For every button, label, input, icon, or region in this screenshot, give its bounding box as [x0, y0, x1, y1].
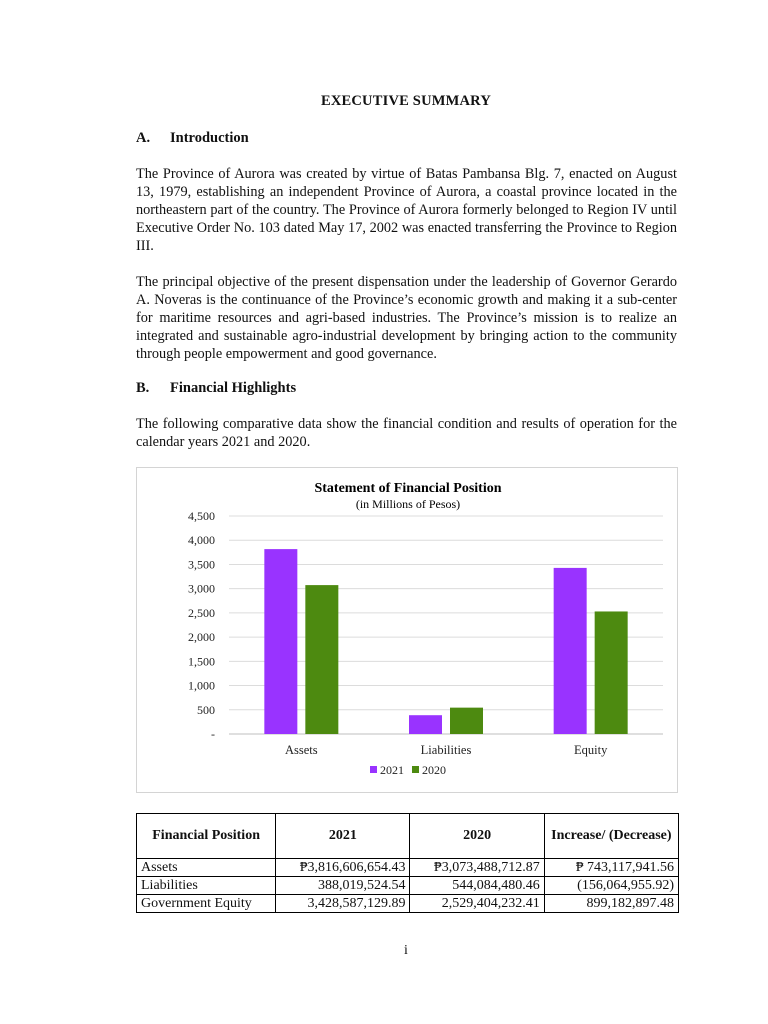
y-tick-label: 3,500: [188, 557, 215, 572]
section-b-letter: B.: [136, 380, 150, 396]
financial-position-chart: [136, 467, 678, 793]
bar-2021-assets: [264, 549, 297, 734]
cell-2021: 3,428,587,129.89: [276, 895, 410, 913]
bar-2020-assets: [305, 585, 338, 734]
section-a-letter: A.: [136, 130, 151, 146]
table-row: [137, 877, 679, 895]
legend-label-2020: 2020: [422, 763, 446, 777]
y-tick-label: 2,000: [188, 630, 215, 645]
header-2021: 2021: [276, 814, 410, 859]
bar-2021-equity: [554, 568, 587, 734]
section-a-title: Introduction: [170, 130, 249, 146]
cell-2021: ₱3,816,606,654.43: [276, 859, 410, 877]
chart-svg: [137, 468, 679, 794]
y-tick-label: 4,000: [188, 533, 215, 548]
header-increase-decrease: Increase/ (Decrease): [544, 814, 678, 859]
cell-change: (156,064,955.92): [544, 877, 678, 895]
y-tick-label: 500: [197, 702, 215, 717]
legend-swatch-2021: [370, 766, 377, 773]
bar-2020-liabilities: [450, 708, 483, 734]
cell-2020: ₱3,073,488,712.87: [410, 859, 544, 877]
cell-2020: 2,529,404,232.41: [410, 895, 544, 913]
intro-paragraph-1: The Province of Aurora was created by virtue of Batas Pambansa Blg. 7, enacted on August 13, 1979, establishing an independent Province of Aurora, a coastal province located in the northeastern part of the country. The Province of Aurora formerly belonged to Region IV until Executive Order No. 103 dated May 17, 2002 was enacted transferring the Province to Region III.: [136, 166, 677, 254]
legend-label-2021: 2021: [380, 763, 404, 777]
bar-2021-liabilities: [409, 715, 442, 734]
x-category-label: Liabilities: [420, 743, 472, 757]
row-label: Assets: [137, 859, 276, 877]
y-tick-label: -: [211, 727, 215, 741]
financial-paragraph: The following comparative data show the financial condition and results of operation for the calendar years 2021 and 2020.: [136, 416, 677, 450]
section-b-heading: [136, 380, 296, 397]
y-tick-label: 3,000: [188, 581, 215, 596]
section-a-heading: [136, 130, 249, 147]
y-tick-label: 4,500: [188, 509, 215, 523]
y-tick-label: 1,500: [188, 654, 215, 669]
table-header-row: [137, 814, 679, 859]
cell-change: 899,182,897.48: [544, 895, 678, 913]
row-label: Liabilities: [137, 877, 276, 895]
header-2020: 2020: [410, 814, 544, 859]
header-financial-position: Financial Position: [137, 814, 276, 859]
chart-title: Statement of Financial Position: [314, 481, 502, 496]
row-label: Government Equity: [137, 895, 276, 913]
x-category-label: Equity: [573, 743, 608, 757]
intro-paragraph-2: The principal objective of the present dispensation under the leadership of Governor Gerardo A. Noveras is the continuance of the Province’s economic growth and making it a sub-center for maritime resources and agri-based industries. The Province’s mission is to realize an integrated and sustainable agro-industrial development by bringing action to the community through people empowerment and good governance.: [136, 274, 677, 362]
y-tick-label: 1,000: [188, 678, 215, 693]
page-title: EXECUTIVE SUMMARY: [320, 93, 492, 109]
legend-swatch-2020: [412, 766, 419, 773]
section-b-title: Financial Highlights: [170, 380, 297, 396]
y-tick-label: 2,500: [188, 605, 215, 620]
table-row: [137, 859, 679, 877]
cell-2021: 388,019,524.54: [276, 877, 410, 895]
x-category-label: Assets: [285, 743, 318, 757]
page-number: i: [404, 943, 408, 958]
cell-2020: 544,084,480.46: [410, 877, 544, 895]
cell-change: ₱ 743,117,941.56: [544, 859, 678, 877]
bar-2020-equity: [595, 611, 628, 734]
table-row: [137, 895, 679, 913]
financial-position-table: [136, 813, 679, 913]
chart-subtitle: (in Millions of Pesos): [355, 497, 461, 511]
